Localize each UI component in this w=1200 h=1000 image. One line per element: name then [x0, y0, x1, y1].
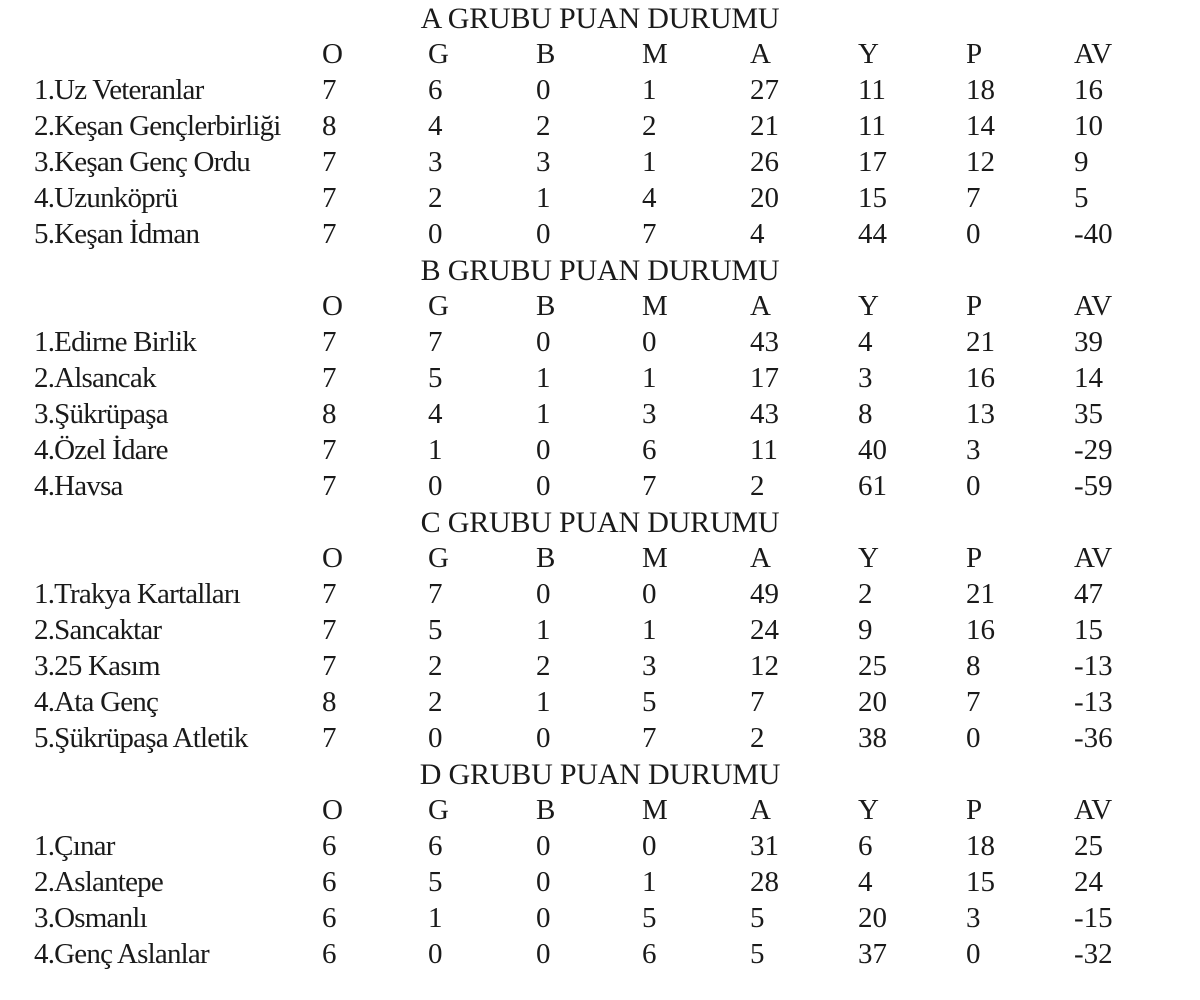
column-header-y: Y [858, 542, 879, 574]
stat-g: 6 [428, 830, 443, 862]
stat-o: 7 [322, 434, 337, 466]
table-row [0, 144, 1200, 180]
stat-p: 12 [966, 146, 995, 178]
team-name: 2.Alsancak [34, 362, 156, 394]
team-name: 4.Uzunköprü [34, 182, 178, 214]
team-name: 4.Ata Genç [34, 686, 159, 718]
table-row [0, 648, 1200, 684]
stat-g: 7 [428, 326, 443, 358]
stat-p: 16 [966, 614, 995, 646]
table-row [0, 108, 1200, 144]
stat-m: 3 [642, 398, 657, 430]
column-header-g: G [428, 542, 449, 574]
column-header-row [0, 540, 1200, 576]
stat-p: 7 [966, 686, 981, 718]
stat-o: 7 [322, 578, 337, 610]
column-header-m: M [642, 290, 668, 322]
stat-b: 2 [536, 650, 551, 682]
stat-av: -29 [1074, 434, 1113, 466]
stat-m: 0 [642, 578, 657, 610]
team-name: 3.Keşan Genç Ordu [34, 146, 250, 178]
group-d-table [0, 756, 1200, 972]
stat-p: 8 [966, 650, 981, 682]
team-name: 2.Keşan Gençlerbirliği [34, 110, 281, 142]
column-header-g: G [428, 794, 449, 826]
column-header-p: P [966, 290, 983, 322]
stat-y: 17 [858, 146, 887, 178]
column-header-y: Y [858, 794, 879, 826]
team-name: 2.Aslantepe [34, 866, 163, 898]
stat-m: 7 [642, 470, 657, 502]
stat-p: 16 [966, 362, 995, 394]
stat-b: 0 [536, 470, 551, 502]
stat-o: 6 [322, 938, 337, 970]
stat-m: 0 [642, 830, 657, 862]
stat-o: 8 [322, 686, 337, 718]
stat-g: 5 [428, 866, 443, 898]
stat-p: 0 [966, 218, 981, 250]
stat-o: 7 [322, 326, 337, 358]
stat-b: 0 [536, 326, 551, 358]
column-header-av: AV [1074, 794, 1113, 826]
column-header-b: B [536, 542, 556, 574]
stat-m: 7 [642, 218, 657, 250]
stat-a: 43 [750, 326, 779, 358]
stat-g: 4 [428, 398, 443, 430]
column-header-row [0, 288, 1200, 324]
stat-y: 4 [858, 866, 873, 898]
stat-g: 2 [428, 182, 443, 214]
stat-y: 8 [858, 398, 873, 430]
table-row [0, 936, 1200, 972]
stat-b: 0 [536, 830, 551, 862]
stat-a: 11 [750, 434, 778, 466]
stat-av: -36 [1074, 722, 1113, 754]
stat-g: 2 [428, 686, 443, 718]
stat-p: 3 [966, 434, 981, 466]
stat-av: 47 [1074, 578, 1103, 610]
stat-av: 25 [1074, 830, 1103, 862]
stat-b: 0 [536, 722, 551, 754]
stat-av: -15 [1074, 902, 1113, 934]
column-header-m: M [642, 542, 668, 574]
stat-b: 1 [536, 398, 551, 430]
stat-o: 8 [322, 398, 337, 430]
stat-b: 0 [536, 938, 551, 970]
stat-p: 15 [966, 866, 995, 898]
stat-y: 37 [858, 938, 887, 970]
table-row [0, 432, 1200, 468]
stat-b: 3 [536, 146, 551, 178]
table-row [0, 900, 1200, 936]
column-header-y: Y [858, 38, 879, 70]
column-header-a: A [750, 794, 771, 826]
stat-o: 7 [322, 722, 337, 754]
table-row [0, 360, 1200, 396]
column-header-o: O [322, 794, 343, 826]
stat-o: 7 [322, 470, 337, 502]
table-row [0, 180, 1200, 216]
stat-y: 2 [858, 578, 873, 610]
column-header-av: AV [1074, 542, 1113, 574]
column-header-o: O [322, 290, 343, 322]
stat-av: -59 [1074, 470, 1113, 502]
stat-av: -32 [1074, 938, 1113, 970]
group-title: D GRUBU PUAN DURUMU [419, 758, 781, 791]
stat-m: 6 [642, 434, 657, 466]
stat-a: 28 [750, 866, 779, 898]
team-name: 1.Çınar [34, 830, 115, 862]
column-header-a: A [750, 542, 771, 574]
stat-b: 0 [536, 902, 551, 934]
table-row [0, 720, 1200, 756]
stat-m: 1 [642, 362, 657, 394]
team-name: 4.Özel İdare [34, 434, 168, 466]
team-name: 1.Uz Veteranlar [34, 74, 204, 106]
column-header-m: M [642, 38, 668, 70]
stat-a: 2 [750, 470, 765, 502]
stat-y: 3 [858, 362, 873, 394]
stat-g: 0 [428, 218, 443, 250]
stat-a: 17 [750, 362, 779, 394]
stat-g: 0 [428, 722, 443, 754]
stat-o: 7 [322, 74, 337, 106]
stat-av: -13 [1074, 686, 1113, 718]
stat-av: 39 [1074, 326, 1103, 358]
table-row [0, 864, 1200, 900]
stat-p: 21 [966, 578, 995, 610]
stat-g: 4 [428, 110, 443, 142]
column-header-b: B [536, 794, 556, 826]
table-row [0, 828, 1200, 864]
stat-g: 1 [428, 902, 443, 934]
stat-a: 5 [750, 902, 765, 934]
team-name: 1.Trakya Kartalları [34, 578, 240, 610]
stat-a: 4 [750, 218, 765, 250]
column-header-av: AV [1074, 290, 1113, 322]
stat-p: 3 [966, 902, 981, 934]
stat-m: 1 [642, 866, 657, 898]
stat-y: 11 [858, 74, 886, 106]
stat-av: 16 [1074, 74, 1103, 106]
stat-y: 44 [858, 218, 887, 250]
stat-g: 0 [428, 470, 443, 502]
stat-av: 5 [1074, 182, 1089, 214]
stat-o: 7 [322, 146, 337, 178]
stat-o: 6 [322, 902, 337, 934]
team-name: 5.Keşan İdman [34, 218, 200, 250]
team-name: 2.Sancaktar [34, 614, 162, 646]
table-row [0, 576, 1200, 612]
stat-av: 9 [1074, 146, 1089, 178]
stat-y: 9 [858, 614, 873, 646]
stat-a: 12 [750, 650, 779, 682]
stat-b: 0 [536, 218, 551, 250]
stat-p: 0 [966, 938, 981, 970]
column-header-g: G [428, 290, 449, 322]
stat-y: 20 [858, 686, 887, 718]
stat-b: 1 [536, 686, 551, 718]
group-title: B GRUBU PUAN DURUMU [420, 254, 780, 287]
column-header-m: M [642, 794, 668, 826]
stat-y: 11 [858, 110, 886, 142]
stat-av: 10 [1074, 110, 1103, 142]
stat-b: 1 [536, 614, 551, 646]
stat-a: 31 [750, 830, 779, 862]
group-title: A GRUBU PUAN DURUMU [420, 2, 780, 35]
column-header-p: P [966, 38, 983, 70]
stat-a: 20 [750, 182, 779, 214]
stat-p: 0 [966, 470, 981, 502]
column-header-b: B [536, 38, 556, 70]
column-header-row [0, 792, 1200, 828]
stat-y: 38 [858, 722, 887, 754]
stat-g: 5 [428, 614, 443, 646]
team-name: 3.Şükrüpaşa [34, 398, 168, 430]
stat-m: 7 [642, 722, 657, 754]
stat-a: 7 [750, 686, 765, 718]
group-title: C GRUBU PUAN DURUMU [420, 506, 780, 539]
stat-g: 5 [428, 362, 443, 394]
team-name: 3.Osmanlı [34, 902, 147, 934]
stat-o: 7 [322, 182, 337, 214]
stat-av: 15 [1074, 614, 1103, 646]
stat-o: 6 [322, 830, 337, 862]
stat-m: 1 [642, 146, 657, 178]
stat-y: 6 [858, 830, 873, 862]
column-header-b: B [536, 290, 556, 322]
stat-y: 40 [858, 434, 887, 466]
stat-y: 15 [858, 182, 887, 214]
table-row [0, 216, 1200, 252]
column-header-y: Y [858, 290, 879, 322]
column-header-o: O [322, 38, 343, 70]
table-row [0, 324, 1200, 360]
stat-g: 2 [428, 650, 443, 682]
stat-b: 2 [536, 110, 551, 142]
stat-m: 6 [642, 938, 657, 970]
stat-av: 14 [1074, 362, 1103, 394]
stat-m: 3 [642, 650, 657, 682]
column-header-p: P [966, 542, 983, 574]
column-header-a: A [750, 38, 771, 70]
team-name: 3.25 Kasım [34, 650, 160, 682]
column-header-row [0, 36, 1200, 72]
stat-a: 43 [750, 398, 779, 430]
stat-o: 6 [322, 866, 337, 898]
stat-p: 7 [966, 182, 981, 214]
stat-o: 7 [322, 362, 337, 394]
group-b-table [0, 252, 1200, 504]
stat-y: 61 [858, 470, 887, 502]
column-header-g: G [428, 38, 449, 70]
stat-m: 1 [642, 614, 657, 646]
stat-a: 24 [750, 614, 779, 646]
stat-a: 49 [750, 578, 779, 610]
team-name: 1.Edirne Birlik [34, 326, 196, 358]
stat-b: 1 [536, 362, 551, 394]
stat-g: 0 [428, 938, 443, 970]
stat-av: 24 [1074, 866, 1103, 898]
stat-b: 0 [536, 866, 551, 898]
group-a-table [0, 0, 1200, 252]
stat-g: 1 [428, 434, 443, 466]
stat-p: 0 [966, 722, 981, 754]
stat-m: 5 [642, 686, 657, 718]
stat-o: 7 [322, 650, 337, 682]
stat-y: 20 [858, 902, 887, 934]
stat-a: 21 [750, 110, 779, 142]
stat-p: 14 [966, 110, 995, 142]
stat-b: 1 [536, 182, 551, 214]
stat-p: 18 [966, 830, 995, 862]
column-header-av: AV [1074, 38, 1113, 70]
stat-g: 3 [428, 146, 443, 178]
stat-g: 6 [428, 74, 443, 106]
stat-av: -13 [1074, 650, 1113, 682]
stat-m: 5 [642, 902, 657, 934]
table-row [0, 612, 1200, 648]
stat-a: 2 [750, 722, 765, 754]
stat-b: 0 [536, 74, 551, 106]
stat-b: 0 [536, 434, 551, 466]
stat-p: 13 [966, 398, 995, 430]
stat-y: 4 [858, 326, 873, 358]
stat-b: 0 [536, 578, 551, 610]
stat-p: 18 [966, 74, 995, 106]
stat-m: 1 [642, 74, 657, 106]
stat-o: 8 [322, 110, 337, 142]
stat-av: -40 [1074, 218, 1113, 250]
table-row [0, 396, 1200, 432]
column-header-p: P [966, 794, 983, 826]
table-row [0, 684, 1200, 720]
stat-av: 35 [1074, 398, 1103, 430]
stat-m: 2 [642, 110, 657, 142]
stat-g: 7 [428, 578, 443, 610]
stat-a: 27 [750, 74, 779, 106]
table-row [0, 468, 1200, 504]
group-c-table [0, 504, 1200, 756]
stat-p: 21 [966, 326, 995, 358]
team-name: 4.Havsa [34, 470, 123, 502]
table-row [0, 72, 1200, 108]
stat-a: 5 [750, 938, 765, 970]
team-name: 4.Genç Aslanlar [34, 938, 209, 970]
column-header-a: A [750, 290, 771, 322]
stat-m: 0 [642, 326, 657, 358]
stat-a: 26 [750, 146, 779, 178]
stat-y: 25 [858, 650, 887, 682]
column-header-o: O [322, 542, 343, 574]
stat-o: 7 [322, 218, 337, 250]
team-name: 5.Şükrüpaşa Atletik [34, 722, 248, 754]
stat-o: 7 [322, 614, 337, 646]
stat-m: 4 [642, 182, 657, 214]
